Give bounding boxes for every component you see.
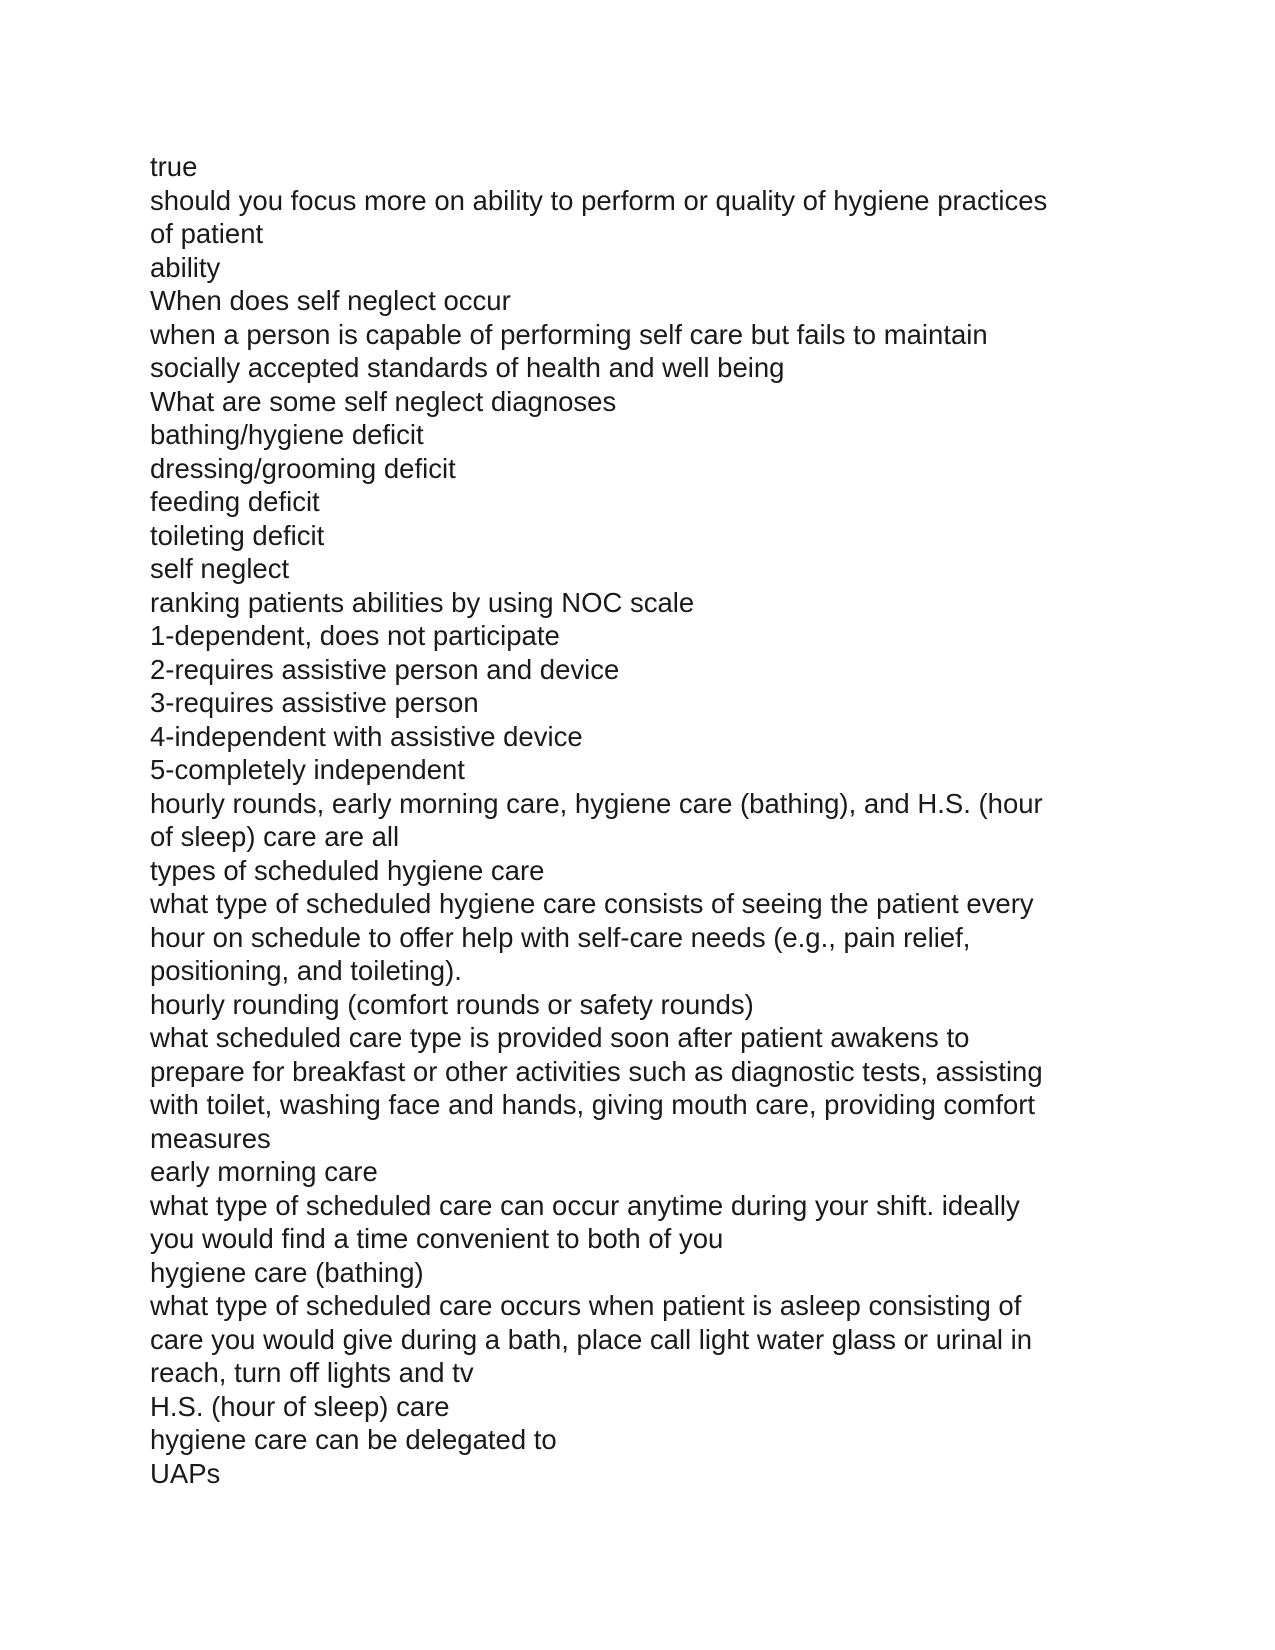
text-line: true xyxy=(150,151,198,182)
text-line: When does self neglect occur xyxy=(150,285,511,316)
text-line: H.S. (hour of sleep) care xyxy=(150,1390,450,1422)
text-line: 2-requires assistive person and device xyxy=(150,653,620,685)
text-line: 3-requires assistive person xyxy=(150,687,479,718)
text-line: reach, turn off lights and tv xyxy=(150,1357,474,1388)
text-line: socially accepted standards of health and well being xyxy=(150,352,785,383)
text-line: positioning, and toileting). xyxy=(150,955,462,986)
text-line: when a person is capable of performing self care but fails to maintain xyxy=(150,318,988,350)
text-line: dressing/grooming deficit xyxy=(150,452,456,484)
text-line: what type of scheduled care occurs when patient is asleep consisting of xyxy=(150,1290,1022,1321)
text-line: toileting deficit xyxy=(150,519,325,551)
text-line: hygiene care can be delegated to xyxy=(150,1424,557,1455)
text-line: prepare for breakfast or other activities such as diagnostic tests, assisting xyxy=(150,1055,1043,1087)
text-line: types of scheduled hygiene care xyxy=(150,854,545,886)
text-line: hygiene care (bathing) xyxy=(150,1256,424,1288)
text-line: with toilet, washing face and hands, giving mouth care, providing comfort xyxy=(150,1089,1036,1120)
text-line: hourly rounds, early morning care, hygiene care (bathing), and H.S. (hour xyxy=(150,787,1043,819)
text-line: early morning care xyxy=(150,1156,378,1187)
text-line: what type of scheduled care can occur anytime during your shift. ideally xyxy=(150,1189,1020,1221)
text-line: what scheduled care type is provided soon after patient awakens to xyxy=(150,1022,970,1053)
text-line: hourly rounding (comfort rounds or safety rounds) xyxy=(150,988,754,1020)
text-line: hour on schedule to offer help with self-care needs (e.g., pain relief, xyxy=(150,921,971,953)
text-line: measures xyxy=(150,1122,271,1154)
text-line: should you focus more on ability to perform or quality of hygiene practices xyxy=(150,184,1048,216)
text-line: 4-independent with assistive device xyxy=(150,720,583,752)
text-line: feeding deficit xyxy=(150,486,320,517)
text-line: care you would give during a bath, place call light water glass or urinal in xyxy=(150,1323,1033,1355)
text-line: What are some self neglect diagnoses xyxy=(150,385,617,417)
text-line: self neglect xyxy=(150,553,290,584)
text-line: you would find a time convenient to both of you xyxy=(150,1223,724,1254)
text-line: what type of scheduled hygiene care consists of seeing the patient every xyxy=(150,888,1034,919)
text-line: bathing/hygiene deficit xyxy=(150,419,424,450)
text-line: of patient xyxy=(150,218,264,249)
text-line: ranking patients abilities by using NOC scale xyxy=(150,586,695,618)
document-body xyxy=(150,150,1110,1490)
text-line: ability xyxy=(150,251,221,283)
text-line: of sleep) care are all xyxy=(150,821,400,852)
text-line: UAPs xyxy=(150,1457,221,1489)
text-line: 5-completely independent xyxy=(150,754,465,785)
text-line: 1-dependent, does not participate xyxy=(150,620,560,651)
